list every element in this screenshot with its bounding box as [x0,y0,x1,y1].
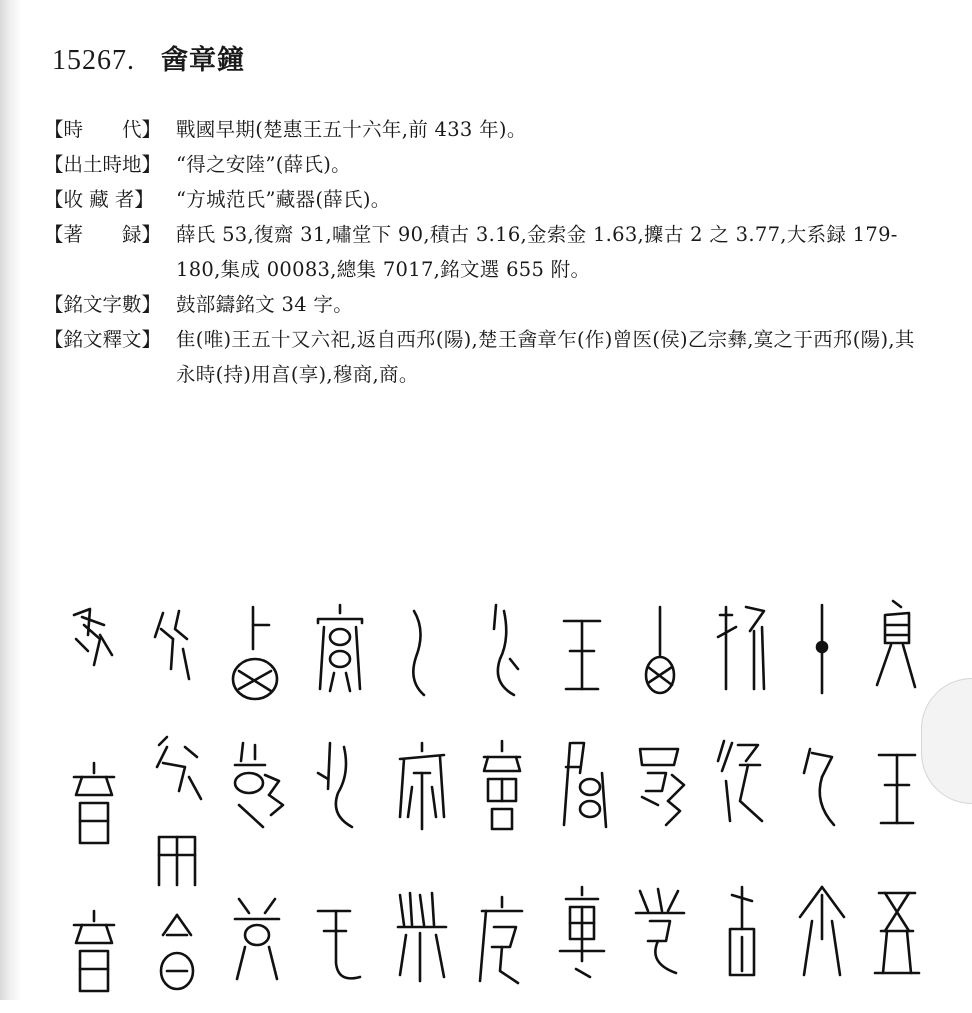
seal-glyph [145,905,209,1009]
seal-glyph [628,601,692,705]
seal-glyph [62,755,126,859]
field-label: 【銘文字數】 [44,293,162,316]
field-collector [44,182,924,217]
seal-glyph [308,891,372,995]
seal-glyph [390,885,454,989]
catalog-fields [44,112,924,392]
field-value: 鼓部鑄銘文 34 字。 [176,293,354,316]
seal-glyph [60,595,124,699]
seal-glyph [865,881,929,985]
seal-glyph [710,731,774,835]
page-gutter-shadow [0,0,22,1000]
seal-glyph [143,599,207,703]
seal-glyph [470,891,534,995]
seal-glyph [628,881,692,985]
seal-glyph [470,735,534,839]
field-label: 【著 録】 [44,223,162,246]
entry-heading [52,38,245,77]
seal-glyph [550,599,614,703]
seal-glyph [865,735,929,839]
entry-number: 15267. [52,45,135,76]
seal-glyph [390,737,454,841]
field-period [44,112,924,147]
field-value: “得之安陸”(薛氏)。 [176,153,351,176]
seal-glyph [225,601,289,705]
seal-glyph [308,599,372,703]
seal-glyph [865,595,929,699]
seal-glyph [390,601,454,705]
field-value: 隹(唯)王五十又六祀,返自西䢴(陽),楚王酓章乍(作)曾医(侯)乙宗彝,寞之于西䢴(陽),其永時(持)用亯(享),穆商,商。 [176,328,915,386]
field-value: “方城范氏”藏器(薛氏)。 [176,188,391,211]
field-label: 【出土時地】 [44,153,162,176]
field-value: 戰國早期(楚惠王五十六年,前 433 年)。 [176,118,527,141]
field-transcription [44,322,924,392]
seal-glyph [550,733,614,837]
seal-glyph [308,733,372,837]
seal-glyph [790,599,854,703]
entry-title: 酓章鐘 [161,45,245,76]
seal-glyph [790,881,854,985]
seal-glyph [790,733,854,837]
field-label: 【時 代】 [44,118,162,141]
inscription-rubbing [50,585,920,995]
seal-glyph [470,599,534,703]
field-value: 薛氏 53,復齋 31,嘯堂下 90,積古 3.16,金索金 1.63,攈古 2 之 3.77,大系録 179-180,集成 00083,總集 7017,銘文選 655 附。 [176,223,898,281]
field-references [44,217,924,287]
seal-glyph [145,727,209,831]
field-label: 【收 藏 者】 [44,188,154,211]
seal-glyph [225,735,289,839]
field-character-count [44,287,924,322]
seal-glyph [62,903,126,1007]
field-label: 【銘文釋文】 [44,328,162,351]
seal-glyph [550,881,614,985]
seal-glyph [710,881,774,985]
seal-glyph [628,735,692,839]
seal-glyph [225,885,289,989]
seal-glyph [710,597,774,701]
field-excavation [44,147,924,182]
